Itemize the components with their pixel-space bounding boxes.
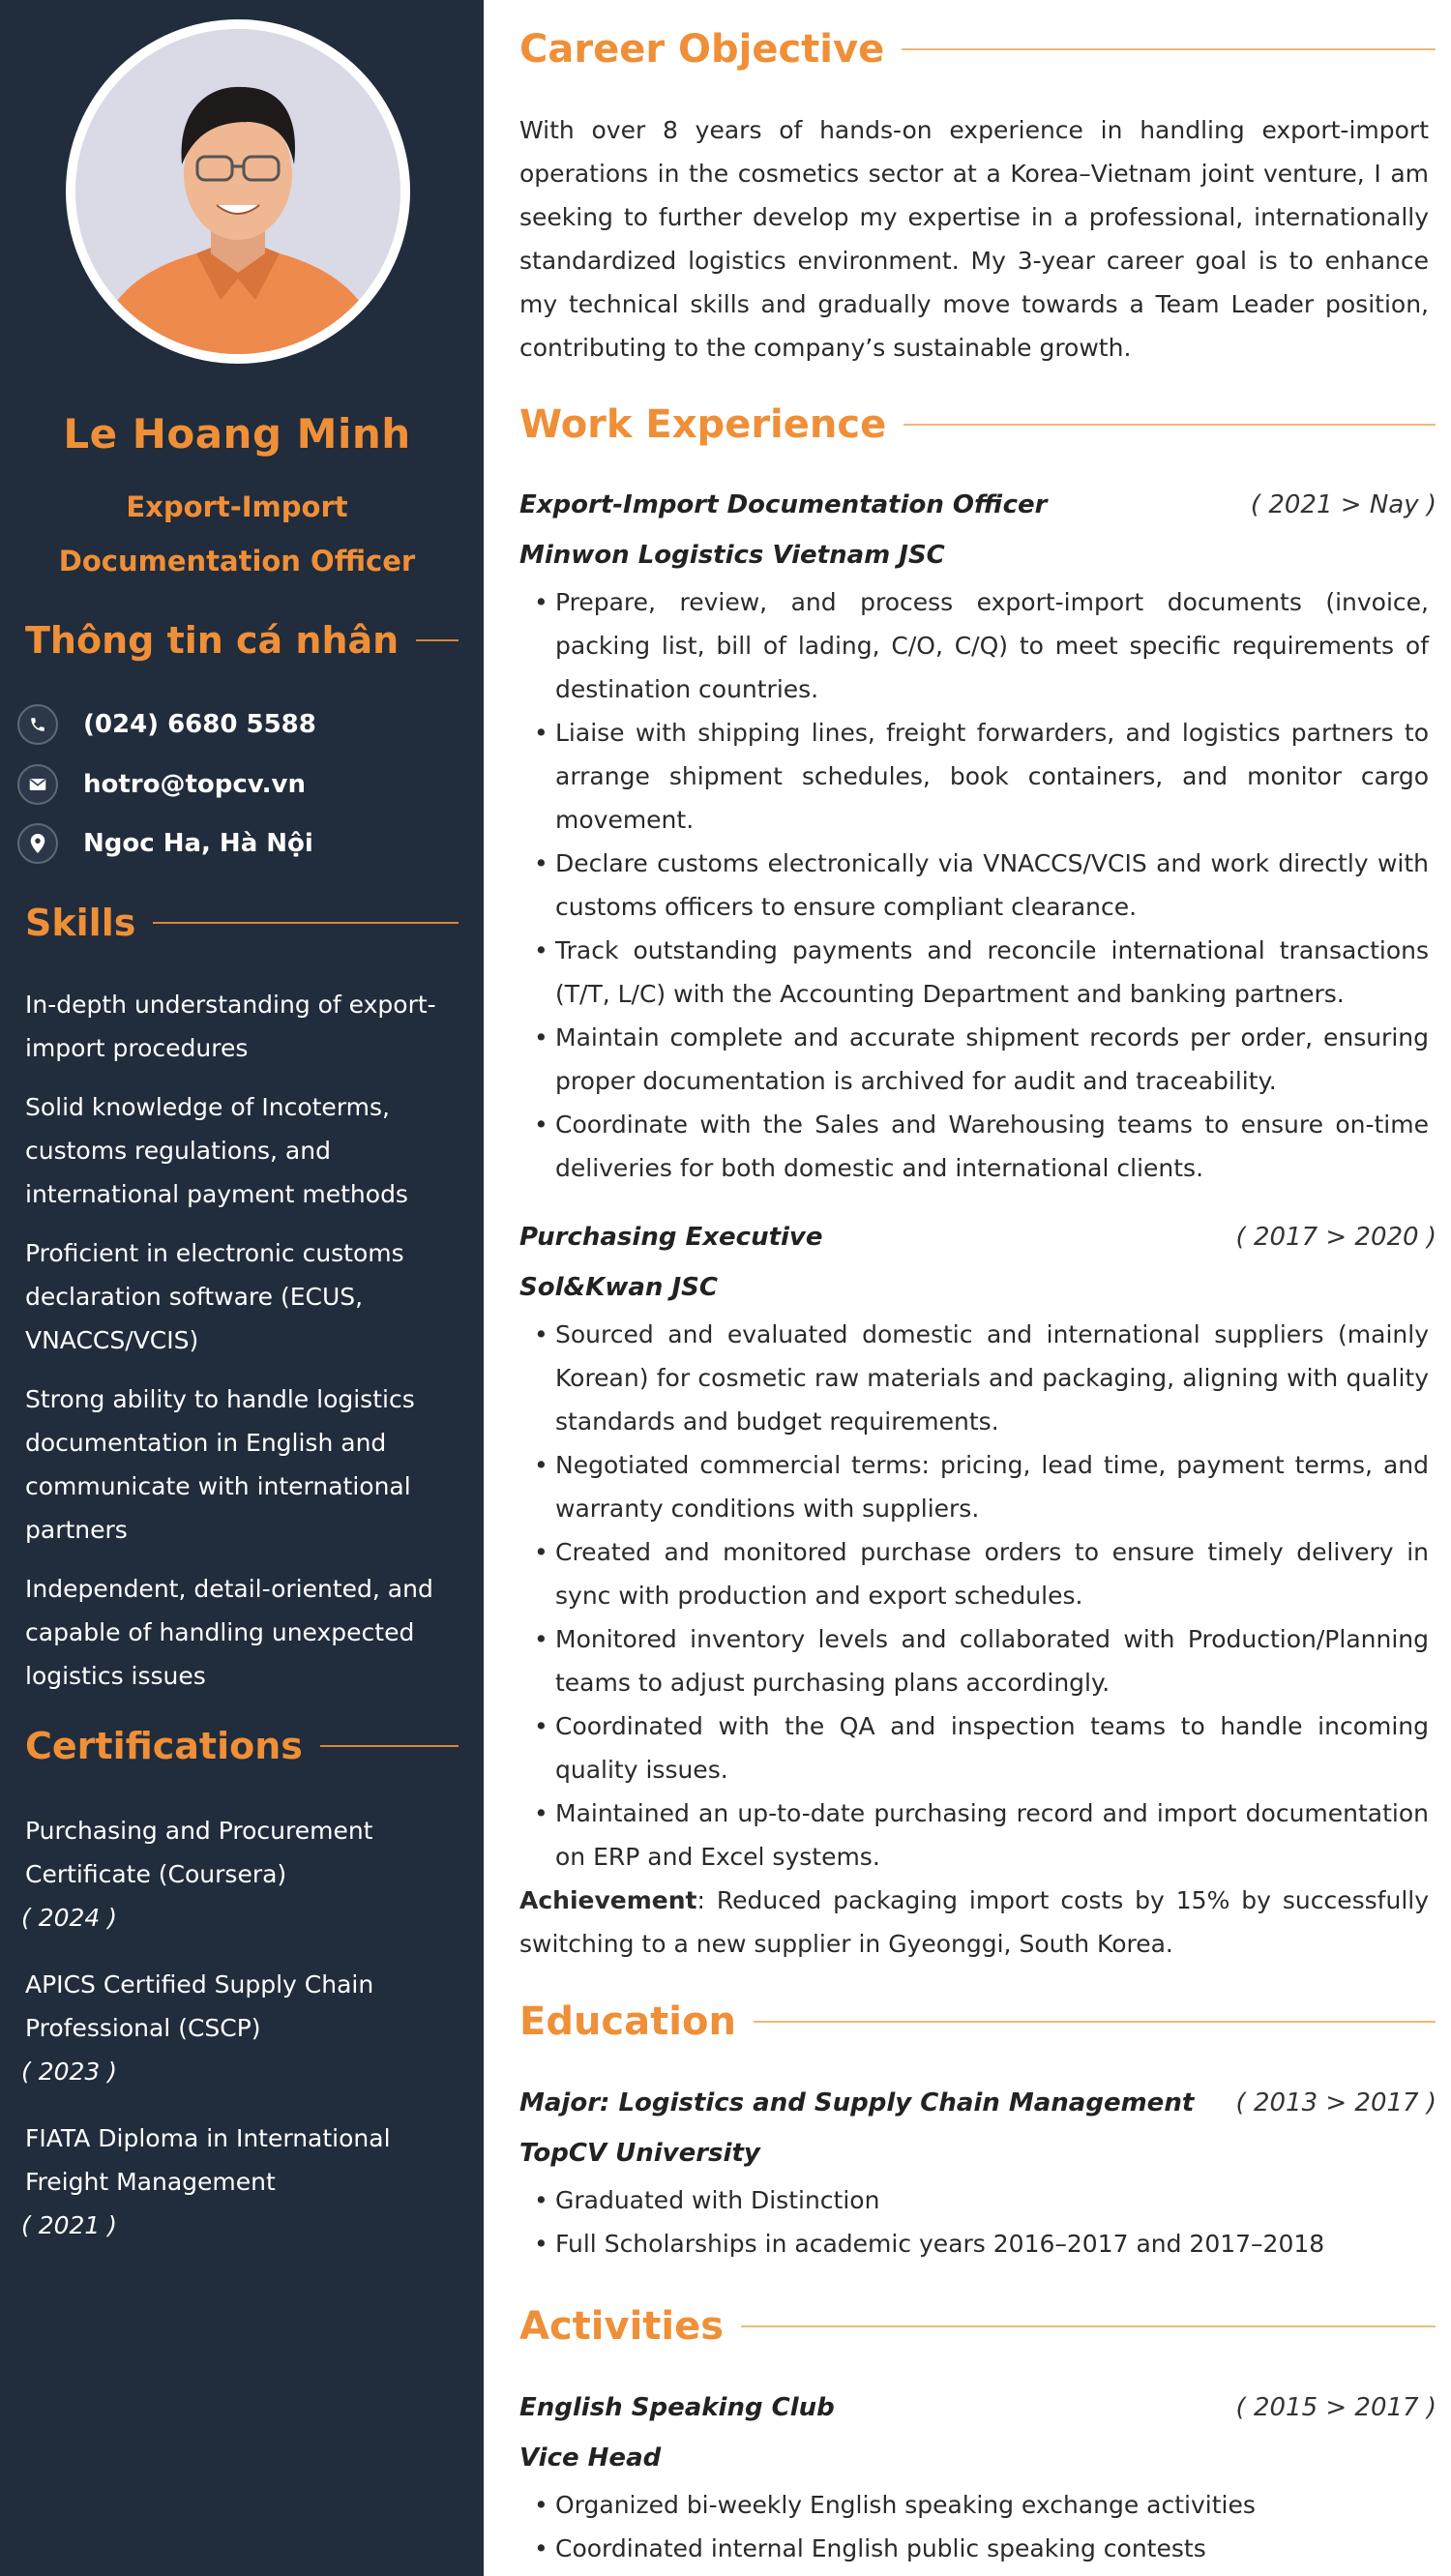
avatar xyxy=(75,29,400,354)
certification-name: FIATA Diploma in International Freight Management xyxy=(25,2124,391,2196)
list-item: • Full Scholarships in academic years 2016–2017 and 2017–2018 xyxy=(519,2222,1429,2265)
skills-list xyxy=(25,983,451,1713)
activity-period: ( 2015 > 2017 ) xyxy=(1235,2393,1436,2422)
list-item: • Sourced and evaluated domestic and international suppliers (mainly Korean) for cosmetic raw materials and packaging, aligning with quality standards and budget requirements. xyxy=(519,1313,1429,1443)
certification-item xyxy=(21,2117,451,2247)
education-header xyxy=(519,2078,1436,2128)
certification-year: ( 2021 ) xyxy=(21,2211,118,2239)
list-item: • Track outstanding payments and reconcile international transactions (T/T, L/C) with the Accounting Department and banking partners. xyxy=(519,929,1429,1016)
education-entry xyxy=(519,2078,1436,2265)
job-entry xyxy=(519,1212,1436,1966)
certifications-list xyxy=(21,1809,451,2270)
work-experience-heading xyxy=(519,402,1436,447)
profile-title xyxy=(0,480,474,588)
education-major: Major: Logistics and Supply Chain Management xyxy=(519,2088,1195,2117)
certification-name: APICS Certified Supply Chain Professional (CSCP) xyxy=(25,1970,374,2042)
phone-icon xyxy=(17,704,58,745)
career-objective-text: With over 8 years of hands-on experience in handling export-import operations in the cosmetics sector at a Korea–Vietnam joint venture, I am seeking to further develop my expertise in a professional, internationally standardized logistics environment. My 3-year career goal is to enhance my technical skills and gradually move towards a Team Leader position, contributing to the company’s sustainable growth. xyxy=(519,116,1429,362)
job-period: ( 2017 > 2020 ) xyxy=(1235,1223,1436,1252)
contact-address xyxy=(17,823,313,864)
job-title: Export-Import Documentation Officer xyxy=(519,490,1048,519)
job-title: Purchasing Executive xyxy=(519,1223,823,1252)
contact-email xyxy=(17,764,306,805)
skill-item: In-depth understanding of export-import procedures xyxy=(25,991,436,1062)
main-content xyxy=(484,0,1451,2576)
email-text: hotro@topcv.vn xyxy=(83,770,306,799)
heading-rule xyxy=(903,424,1436,426)
heading-rule xyxy=(416,639,459,641)
certifications-heading-text: Certifications xyxy=(25,1725,303,1767)
education-heading-text: Education xyxy=(519,1999,736,2044)
certification-year: ( 2024 ) xyxy=(21,1904,118,1932)
career-objective-heading-text: Career Objective xyxy=(519,27,885,72)
sidebar xyxy=(0,0,484,2576)
profile-photo xyxy=(75,29,400,354)
achievement-text: : Reduced packaging import costs by 15% by successfully switching to a new supplier in Gyeonggi, South Korea. xyxy=(519,1886,1429,1958)
contact-phone xyxy=(17,704,316,745)
location-pin-icon xyxy=(17,823,58,864)
heading-rule xyxy=(902,48,1436,50)
profile-name: Le Hoang Minh xyxy=(63,410,411,458)
job-bullets xyxy=(519,1313,1436,1879)
achievement-label: Achievement xyxy=(519,1886,697,1914)
mail-icon xyxy=(17,764,58,805)
phone-text: (024) 6680 5588 xyxy=(83,710,316,739)
job-header xyxy=(519,480,1436,530)
heading-rule xyxy=(320,1745,459,1747)
list-item: • Monitored inventory levels and collaborated with Production/Planning teams to adjust purchasing plans accordingly. xyxy=(519,1617,1429,1704)
career-objective-heading xyxy=(519,27,1436,72)
activity-header xyxy=(519,2383,1436,2433)
list-item: • Declare customs electronically via VNACCS/VCIS and work directly with customs officers to ensure compliant clearance. xyxy=(519,842,1429,929)
personal-info-heading-text: Thông tin cá nhân xyxy=(25,619,400,662)
skill-item: Solid knowledge of Incoterms, customs regulations, and international payment methods xyxy=(25,1093,408,1208)
profile-title-line1: Export-Import xyxy=(126,490,348,523)
list-item: • Liaise with shipping lines, freight forwarders, and logistics partners to arrange shipment schedules, book containers, and monitor cargo movement. xyxy=(519,711,1429,842)
heading-rule xyxy=(754,2021,1436,2023)
address-text: Ngoc Ha, Hà Nội xyxy=(83,829,313,858)
education-bullets xyxy=(519,2178,1436,2265)
education-school: TopCV University xyxy=(519,2139,760,2168)
list-item: • Prepare, review, and process export-import documents (invoice, packing list, bill of lading, C/O, C/Q) to meet specific requirements of destination countries. xyxy=(519,580,1429,711)
heading-rule xyxy=(741,2325,1436,2327)
list-item: • Coordinated internal English public speaking contests xyxy=(519,2527,1429,2570)
job-bullets xyxy=(519,580,1436,1190)
list-item: • Negotiated commercial terms: pricing, lead time, payment terms, and warranty conditions with suppliers. xyxy=(519,1443,1429,1530)
job-header xyxy=(519,1212,1436,1262)
list-item: • Organized bi-weekly English speaking exchange activities xyxy=(519,2483,1429,2527)
list-item: • Graduated with Distinction xyxy=(519,2178,1429,2222)
certification-year: ( 2023 ) xyxy=(21,2058,118,2086)
list-item: • Maintain complete and accurate shipment records per order, ensuring proper documentation is archived for audit and traceability. xyxy=(519,1016,1429,1103)
avatar-frame xyxy=(66,19,410,364)
activity-bullets xyxy=(519,2483,1436,2570)
work-experience-heading-text: Work Experience xyxy=(519,402,887,447)
activity-entry xyxy=(519,2383,1436,2570)
certification-item xyxy=(21,1963,451,2093)
activities-heading xyxy=(519,2304,1436,2349)
profile-title-line2: Documentation Officer xyxy=(58,545,416,577)
skill-item: Proficient in electronic customs declaration software (ECUS, VNACCS/VCIS) xyxy=(25,1239,404,1354)
list-item: • Coordinated with the QA and inspection teams to handle incoming quality issues. xyxy=(519,1704,1429,1791)
certification-name: Purchasing and Procurement Certificate (Coursera) xyxy=(25,1817,373,1888)
job-company: Sol&Kwan JSC xyxy=(519,1273,718,1302)
certifications-heading xyxy=(25,1725,459,1767)
education-period: ( 2013 > 2017 ) xyxy=(1235,2088,1436,2117)
personal-info-heading xyxy=(25,619,459,662)
job-period: ( 2021 > Nay ) xyxy=(1250,490,1436,519)
activities-heading-text: Activities xyxy=(519,2304,725,2349)
education-heading xyxy=(519,1999,1436,2044)
heading-rule xyxy=(153,922,459,924)
job-company: Minwon Logistics Vietnam JSC xyxy=(519,541,945,570)
job-entry xyxy=(519,480,1436,1190)
skills-heading-text: Skills xyxy=(25,902,136,944)
activity-role: Vice Head xyxy=(519,2443,662,2472)
list-item: • Maintained an up-to-date purchasing record and import documentation on ERP and Excel systems. xyxy=(519,1791,1429,1879)
certification-item xyxy=(21,1809,451,1939)
skill-item: Strong ability to handle logistics documentation in English and communicate with international partners xyxy=(25,1385,415,1544)
achievement xyxy=(519,1879,1429,1966)
activity-name: English Speaking Club xyxy=(519,2393,835,2422)
skill-item: Independent, detail-oriented, and capable of handling unexpected logistics issues xyxy=(25,1575,433,1690)
list-item: • Created and monitored purchase orders to ensure timely delivery in sync with production and export schedules. xyxy=(519,1530,1429,1617)
list-item: • Coordinate with the Sales and Warehousing teams to ensure on-time deliveries for both domestic and international clients. xyxy=(519,1103,1429,1190)
skills-heading xyxy=(25,902,459,944)
